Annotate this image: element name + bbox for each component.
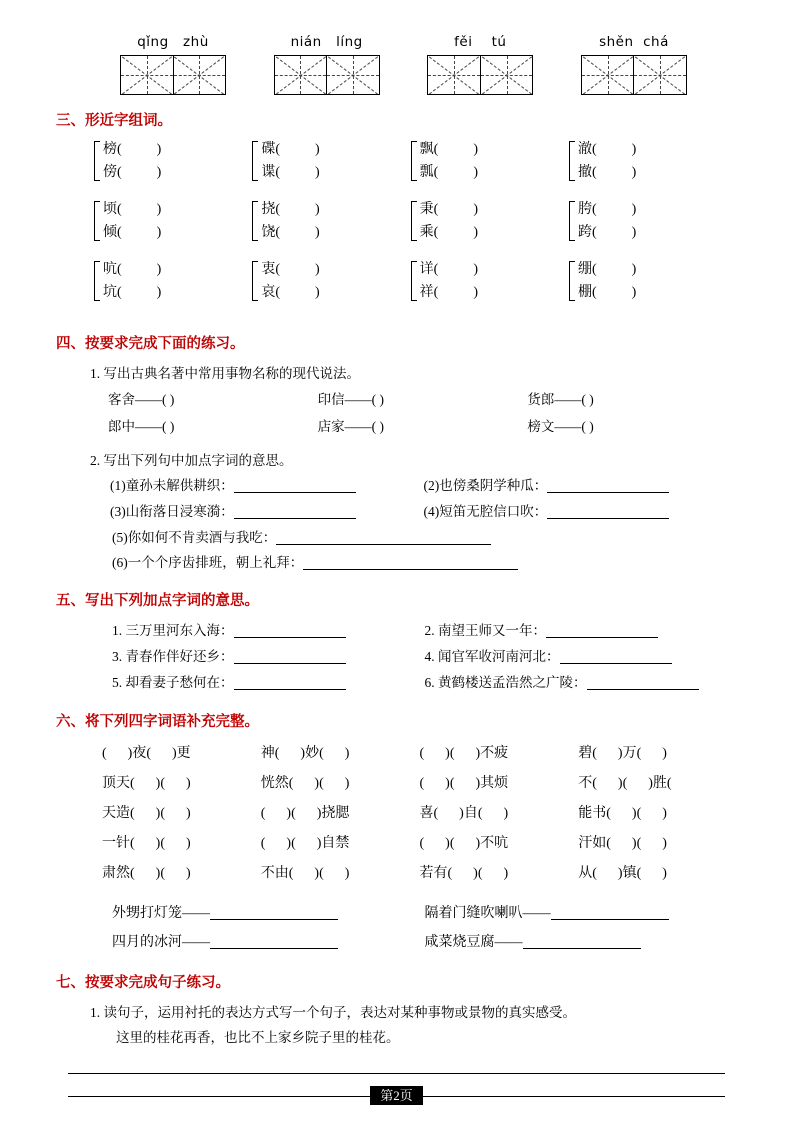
character-line[interactable]: 衷( ) [261, 262, 320, 277]
similar-characters-column [569, 138, 719, 318]
character-pair [94, 258, 244, 304]
character-line[interactable]: 棚( ) [577, 285, 637, 300]
page-footer [0, 1085, 793, 1104]
idiom-item[interactable]: ( )( )挠腮 [260, 806, 350, 821]
meaning-item-label: (1)童孙未解供耕织： [110, 478, 234, 493]
character-line[interactable]: 乘( ) [419, 225, 478, 240]
pinyin-label: fěi tú [454, 34, 507, 50]
idiom-item[interactable]: 一针( )( ) [102, 836, 191, 851]
tianzige-grid[interactable] [581, 55, 687, 95]
idiom-item[interactable]: ( )( )不吭 [419, 836, 509, 851]
character-line[interactable]: 撤( ) [577, 165, 637, 180]
answer-blank[interactable] [547, 503, 669, 519]
xiehouyu-label: 隔着门缝吹喇叭—— [424, 906, 551, 921]
pinyin-exercise [56, 34, 737, 95]
character-line[interactable]: 胯( ) [577, 202, 637, 217]
modern-term-item[interactable]: 客舍——( ) [108, 392, 175, 407]
meaning-item-label: (5)你如何不肯卖酒与我吃： [112, 530, 277, 545]
answer-blank[interactable] [210, 904, 338, 920]
character-pair [569, 198, 719, 244]
xiehouyu-label: 咸菜烧豆腐—— [424, 935, 523, 950]
idiom-item[interactable]: ( )( )不疲 [419, 746, 509, 761]
poem-meaning-label: 4. 闻官军收河南河北： [424, 649, 560, 664]
character-pair [252, 138, 402, 184]
xiehouyu-row [112, 928, 737, 957]
character-pair [411, 138, 561, 184]
section-heading-6: 六、将下列四字词语补充完整。 [56, 714, 259, 730]
idiom-item[interactable]: ( )( )其烦 [419, 776, 509, 791]
character-pair [411, 198, 561, 244]
character-line[interactable]: 傍( ) [103, 165, 162, 180]
idiom-item[interactable]: 肃然( )( ) [102, 866, 191, 881]
page-number: 第2页 [370, 1086, 423, 1105]
tianzige-grid[interactable] [427, 55, 533, 95]
modern-term-item[interactable]: 郎中——( ) [108, 419, 175, 434]
idiom-item[interactable]: 天造( )( ) [102, 806, 191, 821]
idiom-row [102, 829, 737, 859]
character-pair [94, 138, 244, 184]
similar-characters-column [411, 138, 561, 318]
character-pair [411, 258, 561, 304]
answer-blank[interactable] [547, 477, 669, 493]
tianzige-grid[interactable] [274, 55, 380, 95]
character-line[interactable]: 顷( ) [103, 202, 162, 217]
character-line[interactable]: 绷( ) [577, 262, 637, 277]
section-heading-7: 七、按要求完成句子练习。 [56, 975, 230, 991]
answer-blank[interactable] [560, 648, 672, 664]
answer-blank[interactable] [587, 674, 699, 690]
pinyin-item [415, 34, 545, 95]
answer-blank[interactable] [234, 648, 346, 664]
answer-blank[interactable] [234, 622, 346, 638]
character-line[interactable]: 榜( ) [103, 142, 162, 157]
poem-meaning-label: 5. 却看妻子愁何在： [112, 675, 234, 690]
character-line[interactable]: 饶( ) [261, 225, 320, 240]
character-line[interactable]: 哀( ) [261, 285, 320, 300]
question-4-2-row [90, 473, 737, 499]
character-pair [252, 198, 402, 244]
character-pair [94, 198, 244, 244]
question-5-row [90, 618, 737, 644]
idiom-row [102, 799, 737, 829]
section-heading-4: 四、按要求完成下面的练习。 [56, 336, 245, 352]
idiom-item[interactable]: 恍然( )( ) [260, 776, 350, 791]
idiom-item[interactable]: 顶天( )( ) [102, 776, 191, 791]
answer-blank[interactable] [303, 554, 518, 570]
answer-blank[interactable] [523, 933, 641, 949]
answer-line[interactable] [68, 1073, 725, 1074]
answer-blank[interactable] [234, 503, 356, 519]
modern-term-item[interactable]: 货郎——( ) [527, 392, 594, 407]
answer-blank[interactable] [234, 674, 346, 690]
poem-meaning-label: 1. 三万里河东入海： [112, 623, 234, 638]
character-line[interactable]: 飘( ) [419, 142, 478, 157]
section-heading-3: 三、形近字组词。 [56, 113, 172, 129]
modern-term-item[interactable]: 印信——( ) [317, 392, 385, 407]
modern-term-item[interactable]: 店家——( ) [317, 419, 385, 434]
section-heading-5: 五、写出下列加点字词的意思。 [56, 593, 259, 609]
character-line[interactable]: 碟( ) [261, 142, 320, 157]
answer-blank[interactable] [546, 622, 658, 638]
idiom-item[interactable]: 不由( )( ) [260, 866, 350, 881]
idiom-item[interactable]: 碧( )万( ) [578, 746, 667, 761]
character-line[interactable]: 跨( ) [577, 225, 637, 240]
idiom-row [102, 859, 737, 889]
similar-characters-column [94, 138, 244, 318]
poem-meaning-label: 2. 南望王师又一年： [424, 623, 546, 638]
idiom-item[interactable]: 不( )( )胜( [578, 776, 672, 791]
character-line[interactable]: 倾( ) [103, 225, 162, 240]
similar-characters-block [56, 138, 737, 318]
idiom-item[interactable]: 从( )镇( ) [578, 866, 667, 881]
question-4-2-title: 2. 写出下列句中加点字词的意思。 [90, 453, 293, 468]
idiom-item[interactable]: 若有( )( ) [419, 866, 509, 881]
character-line[interactable]: 坑( ) [103, 285, 162, 300]
poem-meaning-label: 6. 黄鹤楼送孟浩然之广陵： [424, 675, 587, 690]
question-4-2-row [112, 550, 737, 575]
idiom-row [102, 739, 737, 769]
idiom-item[interactable]: 神( )妙( ) [260, 746, 350, 761]
idiom-item[interactable]: ( )( )自禁 [260, 836, 350, 851]
question-7-1-title: 1. 读句子，运用衬托的表达方式写一个句子，表达对某种事物或景物的真实感受。 [90, 1005, 576, 1020]
idiom-item[interactable]: 喜( )自( ) [419, 806, 509, 821]
meaning-item-label: (4)短笛无腔信口吹： [423, 504, 548, 519]
meaning-item-label: (6)一个个序齿排班，朝上礼拜： [112, 555, 304, 570]
idiom-item[interactable]: 能书( )( ) [578, 806, 667, 821]
idiom-item[interactable]: 汗如( )( ) [578, 836, 667, 851]
character-line[interactable]: 瓢( ) [419, 165, 478, 180]
meaning-item-label: (3)山衔落日浸寒漪： [110, 504, 234, 519]
pinyin-label: nián líng [290, 34, 363, 50]
answer-blank[interactable] [551, 904, 669, 920]
pinyin-item [569, 34, 699, 95]
tianzige-grid[interactable] [120, 55, 226, 95]
example-sentence: 这里的桂花再香，也比不上家乡院子里的桂花。 [116, 1030, 400, 1045]
pinyin-item [108, 34, 238, 95]
question-4-2-row [90, 499, 737, 525]
character-line[interactable]: 秉( ) [419, 202, 478, 217]
answer-blank[interactable] [210, 933, 338, 949]
character-line[interactable]: 挠( ) [261, 202, 320, 217]
question-4-1-row [108, 386, 737, 413]
xiehouyu-label: 四月的冰河—— [112, 935, 210, 950]
character-line[interactable]: 祥( ) [419, 285, 478, 300]
poem-meaning-label: 3. 青春作伴好还乡： [112, 649, 234, 664]
xiehouyu-row [112, 899, 737, 928]
character-line[interactable]: 澈( ) [577, 142, 637, 157]
idiom-row [102, 769, 737, 799]
character-pair [569, 138, 719, 184]
character-line[interactable]: 谍( ) [261, 165, 320, 180]
character-line[interactable]: 详( ) [419, 262, 478, 277]
question-5-row [90, 670, 737, 696]
answer-blank[interactable] [276, 529, 491, 545]
question-5-row [90, 644, 737, 670]
pinyin-label: qǐng zhù [137, 34, 209, 50]
pinyin-item [262, 34, 392, 95]
answer-blank[interactable] [234, 477, 356, 493]
xiehouyu-label: 外甥打灯笼—— [112, 906, 210, 921]
idiom-item[interactable]: ( )夜( )更 [102, 746, 191, 761]
similar-characters-column [252, 138, 402, 318]
character-line[interactable]: 吭( ) [103, 262, 162, 277]
question-4-1-title: 1. 写出古典名著中常用事物名称的现代说法。 [90, 366, 360, 381]
character-pair [252, 258, 402, 304]
character-pair [569, 258, 719, 304]
pinyin-label: shěn chá [599, 34, 669, 50]
meaning-item-label: (2)也傍桑阴学种瓜： [423, 478, 548, 493]
question-4-2-row [112, 525, 737, 550]
modern-term-item[interactable]: 榜文——( ) [527, 419, 594, 434]
question-4-1-row [108, 413, 737, 440]
